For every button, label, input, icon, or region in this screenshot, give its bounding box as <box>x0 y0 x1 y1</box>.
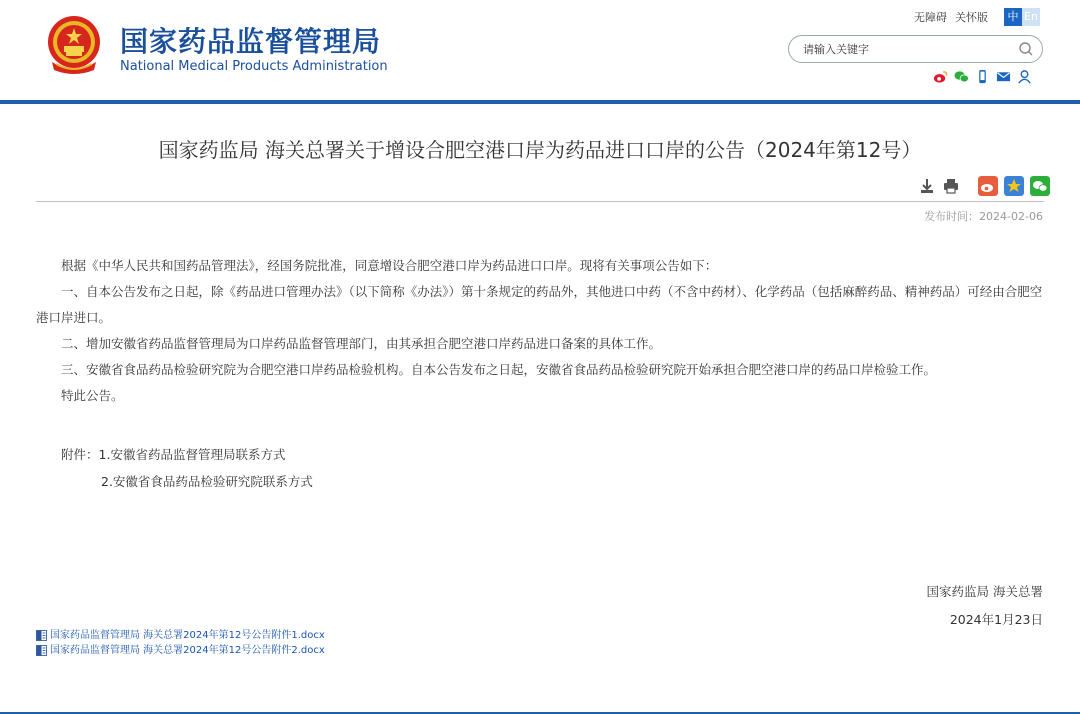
file-link-2[interactable] <box>36 643 325 658</box>
attachment-item: 2.安徽省食品药品检验研究院联系方式 <box>101 474 313 489</box>
accessibility-link[interactable]: 无障碍 <box>914 11 947 24</box>
site-title-cn[interactable]: 国家药品监督管理局 <box>120 25 382 58</box>
attachments-label: 附件： <box>61 447 99 462</box>
article-body <box>36 253 1044 409</box>
signer-name: 国家药监局 海关总署 <box>926 584 1043 599</box>
publish-date-value: 2024-02-06 <box>979 210 1043 223</box>
file-link-label[interactable]: 国家药品监督管理局 海关总署2024年第12号公告附件2.docx <box>50 645 325 656</box>
word-doc-icon <box>36 630 47 641</box>
mobile-icon[interactable] <box>975 69 990 84</box>
article-title: 国家药监局 海关总署关于增设合肥空港口岸为药品进口口岸的公告（2024年第12号） <box>158 138 922 162</box>
search-icon[interactable] <box>1018 41 1034 57</box>
download-icon[interactable] <box>918 177 936 195</box>
attachments-list <box>61 441 313 495</box>
print-icon[interactable] <box>942 177 960 195</box>
publish-date <box>924 208 1043 224</box>
word-doc-icon <box>36 645 47 656</box>
file-link-label[interactable]: 国家药品监督管理局 海关总署2024年第12号公告附件1.docx <box>50 630 325 641</box>
paragraph: 二、增加安徽省药品监督管理局为口岸药品监督管理部门，由其承担合肥空港口岸药品进口备案的具体工作。 <box>61 336 662 351</box>
paragraph: 三、安徽省食品药品检验研究院为合肥空港口岸药品检验机构。自本公告发布之日起，安徽省食品药品检验研究院开始承担合肥空港口岸的药品口岸检验工作。 <box>61 362 937 377</box>
language-switch <box>1004 8 1040 26</box>
sign-date: 2024年1月23日 <box>949 612 1043 627</box>
user-icon[interactable] <box>1017 69 1032 84</box>
header-divider-bar <box>0 100 1080 104</box>
paragraph: 一、自本公告发布之日起，除《药品进口管理办法》（以下简称《办法》）第十条规定的药品外，其他进口中药（不含中药材）、化学药品（包括麻醉药品、精神药品）可经由合肥空港口岸进口。 <box>36 284 1043 325</box>
file-link-1[interactable] <box>36 628 325 643</box>
mail-icon[interactable] <box>996 69 1011 84</box>
article-tools <box>918 176 1050 196</box>
care-mode-link[interactable]: 关怀版 <box>955 11 988 24</box>
share-wechat-icon[interactable] <box>1030 176 1050 196</box>
share-weibo-icon[interactable] <box>978 176 998 196</box>
utility-links <box>914 8 1040 26</box>
national-emblem-icon[interactable] <box>44 14 104 76</box>
social-icons <box>933 69 1032 84</box>
lang-en-button[interactable]: En <box>1022 8 1040 26</box>
wechat-icon[interactable] <box>954 69 969 84</box>
site-title-en[interactable]: National Medical Products Administration <box>120 59 388 74</box>
attachment-item: 1.安徽省药品监督管理局联系方式 <box>98 447 286 462</box>
publish-label: 发布时间： <box>924 210 980 223</box>
paragraph: 特此公告。 <box>61 388 124 403</box>
weibo-icon[interactable] <box>933 69 948 84</box>
title-divider <box>36 201 1044 202</box>
search-input[interactable] <box>803 40 1003 58</box>
signature-block <box>927 578 1043 634</box>
paragraph: 根据《中华人民共和国药品管理法》，经国务院批准，同意增设合肥空港口岸为药品进口口岸。现将有关事项公告如下： <box>61 258 718 273</box>
site-header <box>0 0 1080 100</box>
lang-cn-button[interactable]: 中 <box>1004 8 1022 26</box>
share-qzone-icon[interactable] <box>1004 176 1024 196</box>
search-box <box>788 35 1043 63</box>
file-links <box>36 628 325 658</box>
